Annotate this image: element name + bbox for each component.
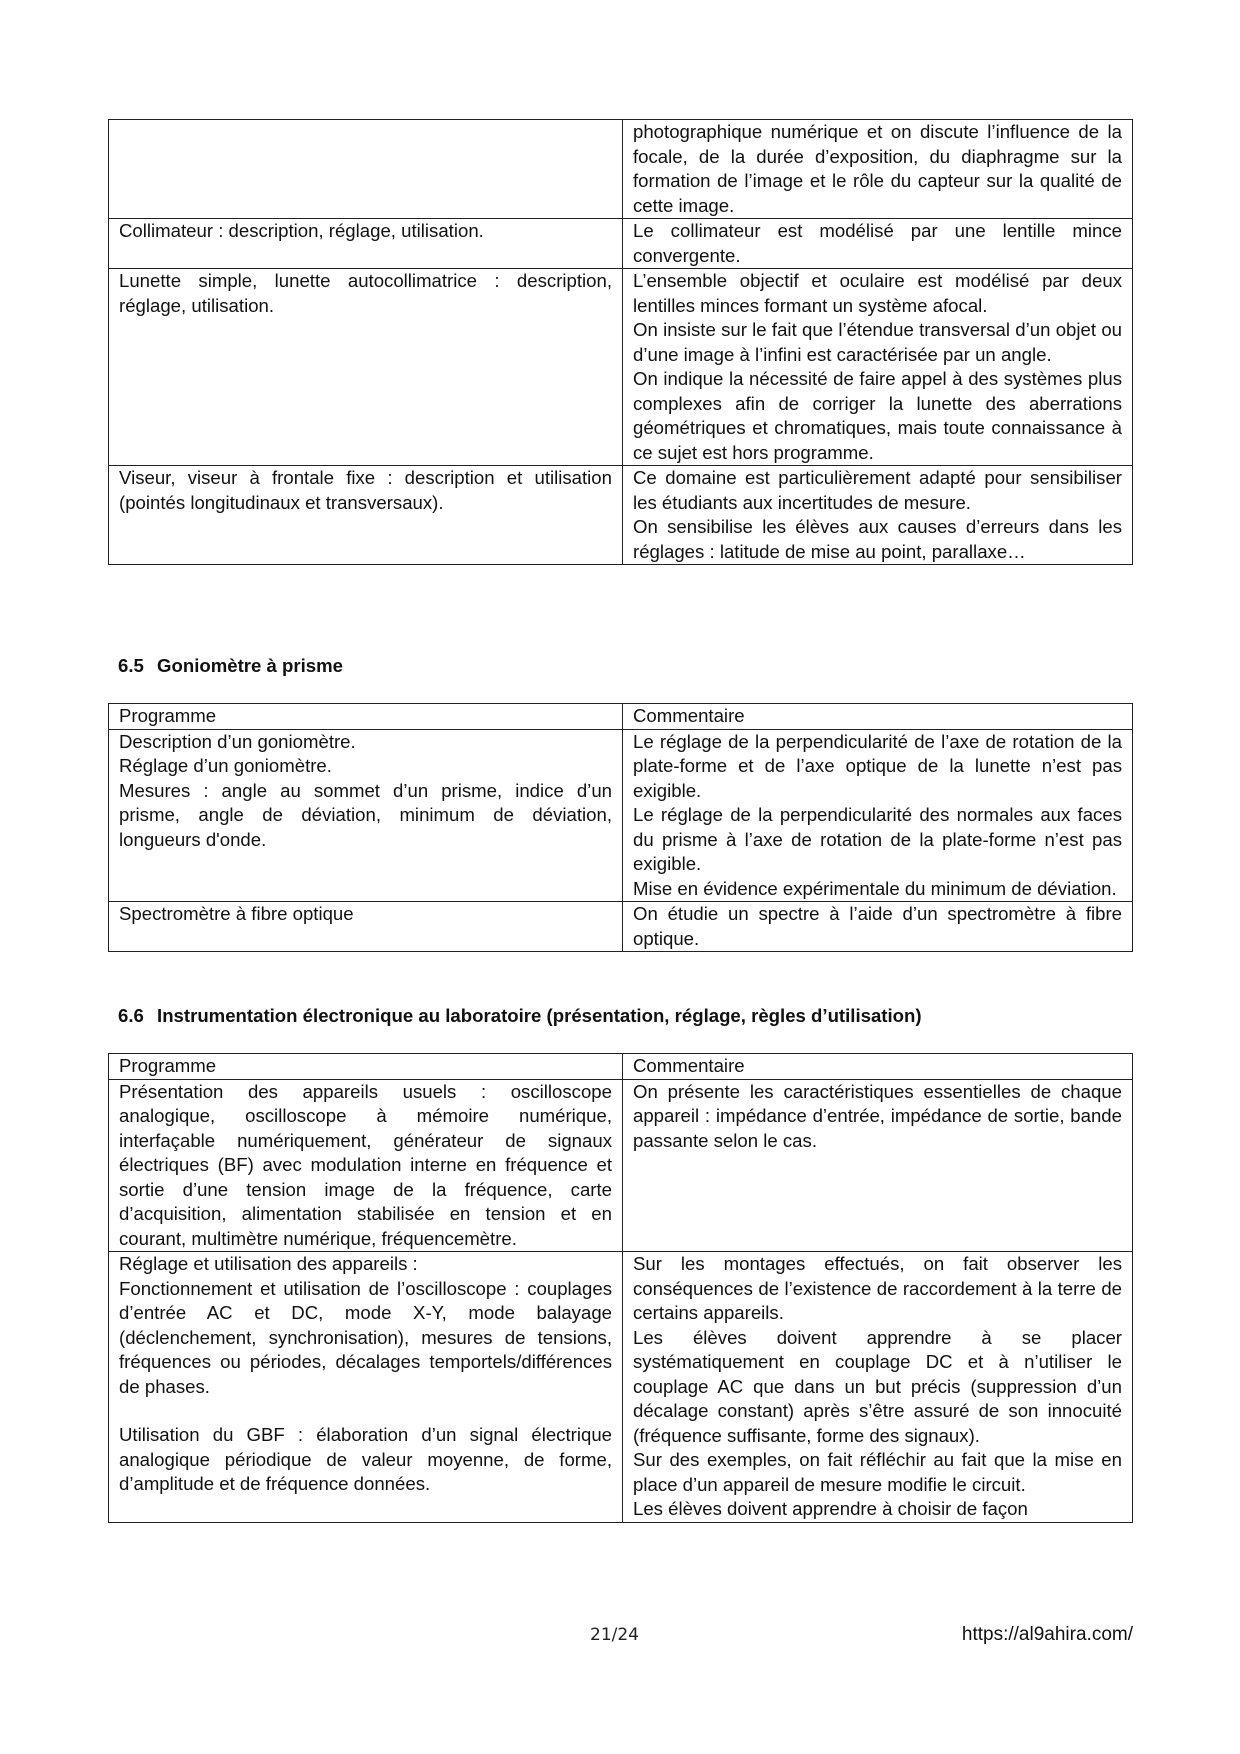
cell-paragraph: Réglage d’un goniomètre. — [119, 755, 332, 776]
header-programme: Programme — [109, 1054, 623, 1080]
table-row — [109, 1079, 1133, 1252]
section-number: 6.6 — [118, 1005, 144, 1026]
cell-commentaire — [623, 466, 1133, 565]
cell-paragraph: On insiste sur le fait que l’étendue transversal d’un objet ou d’une image à l’infini est caractérisée par un angle. — [633, 319, 1122, 365]
table-optical-instruments — [108, 119, 1133, 565]
cell-paragraph: On indique la nécessité de faire appel à des systèmes plus complexes afin de corriger la lunette des aberrations géométriques et chromatiques, mais toute connaissance à ce sujet est hors programme. — [633, 368, 1122, 463]
section-heading-6-5 — [118, 655, 343, 677]
cell-paragraph: Spectromètre à fibre optique — [119, 903, 354, 924]
cell-programme — [109, 1079, 623, 1252]
cell-programme — [109, 120, 623, 219]
cell-paragraph: Lunette simple, lunette autocollimatrice : description, réglage, utilisation. — [119, 270, 612, 316]
footer-link[interactable]: https://al9ahira.com/ — [961, 1624, 1133, 1645]
cell-paragraph: Description d’un goniomètre. — [119, 730, 356, 752]
cell-programme — [109, 466, 623, 565]
cell-paragraph — [119, 1399, 612, 1423]
cell-commentaire — [623, 1252, 1133, 1523]
cell-programme — [109, 269, 623, 466]
cell-paragraph: Viseur, viseur à frontale fixe : description et utilisation (pointés longitudinaux et transversaux). — [119, 467, 612, 513]
table-row — [109, 1252, 1133, 1523]
cell-paragraph: Les élèves doivent apprendre à choisir de façon — [633, 1498, 1028, 1519]
cell-paragraph: Le réglage de la perpendicularité des normales aux faces du prisme à l’axe de rotation de la plate-forme n’est pas exigible. — [633, 804, 1122, 874]
cell-paragraph: On présente les caractéristiques essentielles de chaque appareil : impédance d’entrée, impédance de sortie, bande passante selon le cas. — [633, 1080, 1122, 1151]
table-header-row — [109, 704, 1133, 730]
cell-paragraph: Collimateur : description, réglage, utilisation. — [119, 220, 484, 241]
table-body — [109, 120, 1133, 565]
cell-commentaire — [623, 902, 1133, 952]
table-header-row — [109, 1054, 1133, 1080]
cell-paragraph: Mise en évidence expérimentale du minimum de déviation. — [633, 877, 1117, 899]
section-title: Goniomètre à prisme — [157, 655, 344, 676]
table-electronic-instrumentation — [108, 1053, 1133, 1523]
cell-paragraph: On étudie un spectre à l’aide d’un spectromètre à fibre optique. — [633, 903, 1122, 949]
table-row — [109, 729, 1133, 902]
section-heading-6-6 — [118, 1005, 922, 1027]
section-number: 6.5 — [118, 655, 144, 676]
cell-commentaire — [623, 120, 1133, 219]
cell-paragraph: Sur des exemples, on fait réfléchir au fait que la mise en place d’un appareil de mesure modifie le circuit. — [633, 1449, 1122, 1495]
cell-programme — [109, 729, 623, 902]
cell-paragraph: Les élèves doivent apprendre à se placer systématiquement en couplage DC et à n’utiliser le couplage AC que dans un but précis (suppression d’un décalage constant) après s’être assuré de son innocuité (fréquence suffisante, forme des signaux). — [633, 1326, 1122, 1446]
cell-paragraph: Mesures : angle au sommet d’un prisme, indice d’un prisme, angle de déviation, minimum de déviation, longueurs d'onde. — [119, 779, 612, 850]
cell-paragraph: Réglage et utilisation des appareils : — [119, 1253, 418, 1274]
section-title: Instrumentation électronique au laboratoire (présentation, réglage, règles d’utilisation) — [157, 1005, 922, 1026]
cell-paragraph: Sur les montages effectués, on fait observer les conséquences de l’existence de raccordement à la terre de certains appareils. — [633, 1253, 1122, 1323]
cell-programme — [109, 902, 623, 952]
table-body — [109, 1054, 1133, 1523]
cell-commentaire — [623, 269, 1133, 466]
table-body — [109, 704, 1133, 952]
cell-commentaire — [623, 219, 1133, 269]
cell-commentaire — [623, 1079, 1133, 1252]
page-number: 21/24 — [590, 1625, 639, 1645]
cell-paragraph: Utilisation du GBF : élaboration d’un signal électrique analogique périodique de valeur moyenne, de forme, d’amplitude et de fréquence données. — [119, 1424, 612, 1494]
cell-paragraph: photographique numérique et on discute l’influence de la focale, de la durée d’exposition, du diaphragme sur la formation de l’image et le rôle du capteur sur la qualité de cette image. — [633, 121, 1122, 216]
cell-programme — [109, 219, 623, 269]
cell-paragraph: Présentation des appareils usuels : oscilloscope analogique, oscilloscope à mémoire numérique, interfaçable numériquement, générateur de signaux électriques (BF) avec modulation interne en fréquence et sortie d’une tension image de la fréquence, carte d’acquisition, alimentation stabilisée en tension et en courant, multimètre numérique, fréquencemètre. — [119, 1080, 612, 1249]
cell-commentaire — [623, 729, 1133, 902]
table-goniometer — [108, 703, 1133, 952]
cell-paragraph: Le collimateur est modélisé par une lentille mince convergente. — [633, 220, 1122, 266]
cell-paragraph: On sensibilise les élèves aux causes d’erreurs dans les réglages : latitude de mise au point, parallaxe… — [633, 516, 1122, 562]
header-commentaire: Commentaire — [623, 704, 1133, 730]
header-programme: Programme — [109, 704, 623, 730]
table-row — [109, 466, 1133, 565]
table-row — [109, 120, 1133, 219]
cell-paragraph: Fonctionnement et utilisation de l’oscilloscope : couplages d’entrée AC et DC, mode X-Y, mode balayage (déclenchement, synchronisation), mesures de tensions, fréquences ou périodes, décalages temportels/différences de phases. — [119, 1277, 612, 1397]
cell-paragraph: L’ensemble objectif et oculaire est modélisé par deux lentilles minces formant un système afocal. — [633, 270, 1122, 316]
table-row — [109, 269, 1133, 466]
header-commentaire: Commentaire — [623, 1054, 1133, 1080]
cell-paragraph: Le réglage de la perpendicularité de l’axe de rotation de la plate-forme et de l’axe optique de la lunette n’est pas exigible. — [633, 730, 1122, 801]
cell-programme — [109, 1252, 623, 1523]
table-row — [109, 902, 1133, 952]
table-row — [109, 219, 1133, 269]
cell-paragraph: Ce domaine est particulièrement adapté pour sensibiliser les étudiants aux incertitudes de mesure. — [633, 467, 1122, 513]
